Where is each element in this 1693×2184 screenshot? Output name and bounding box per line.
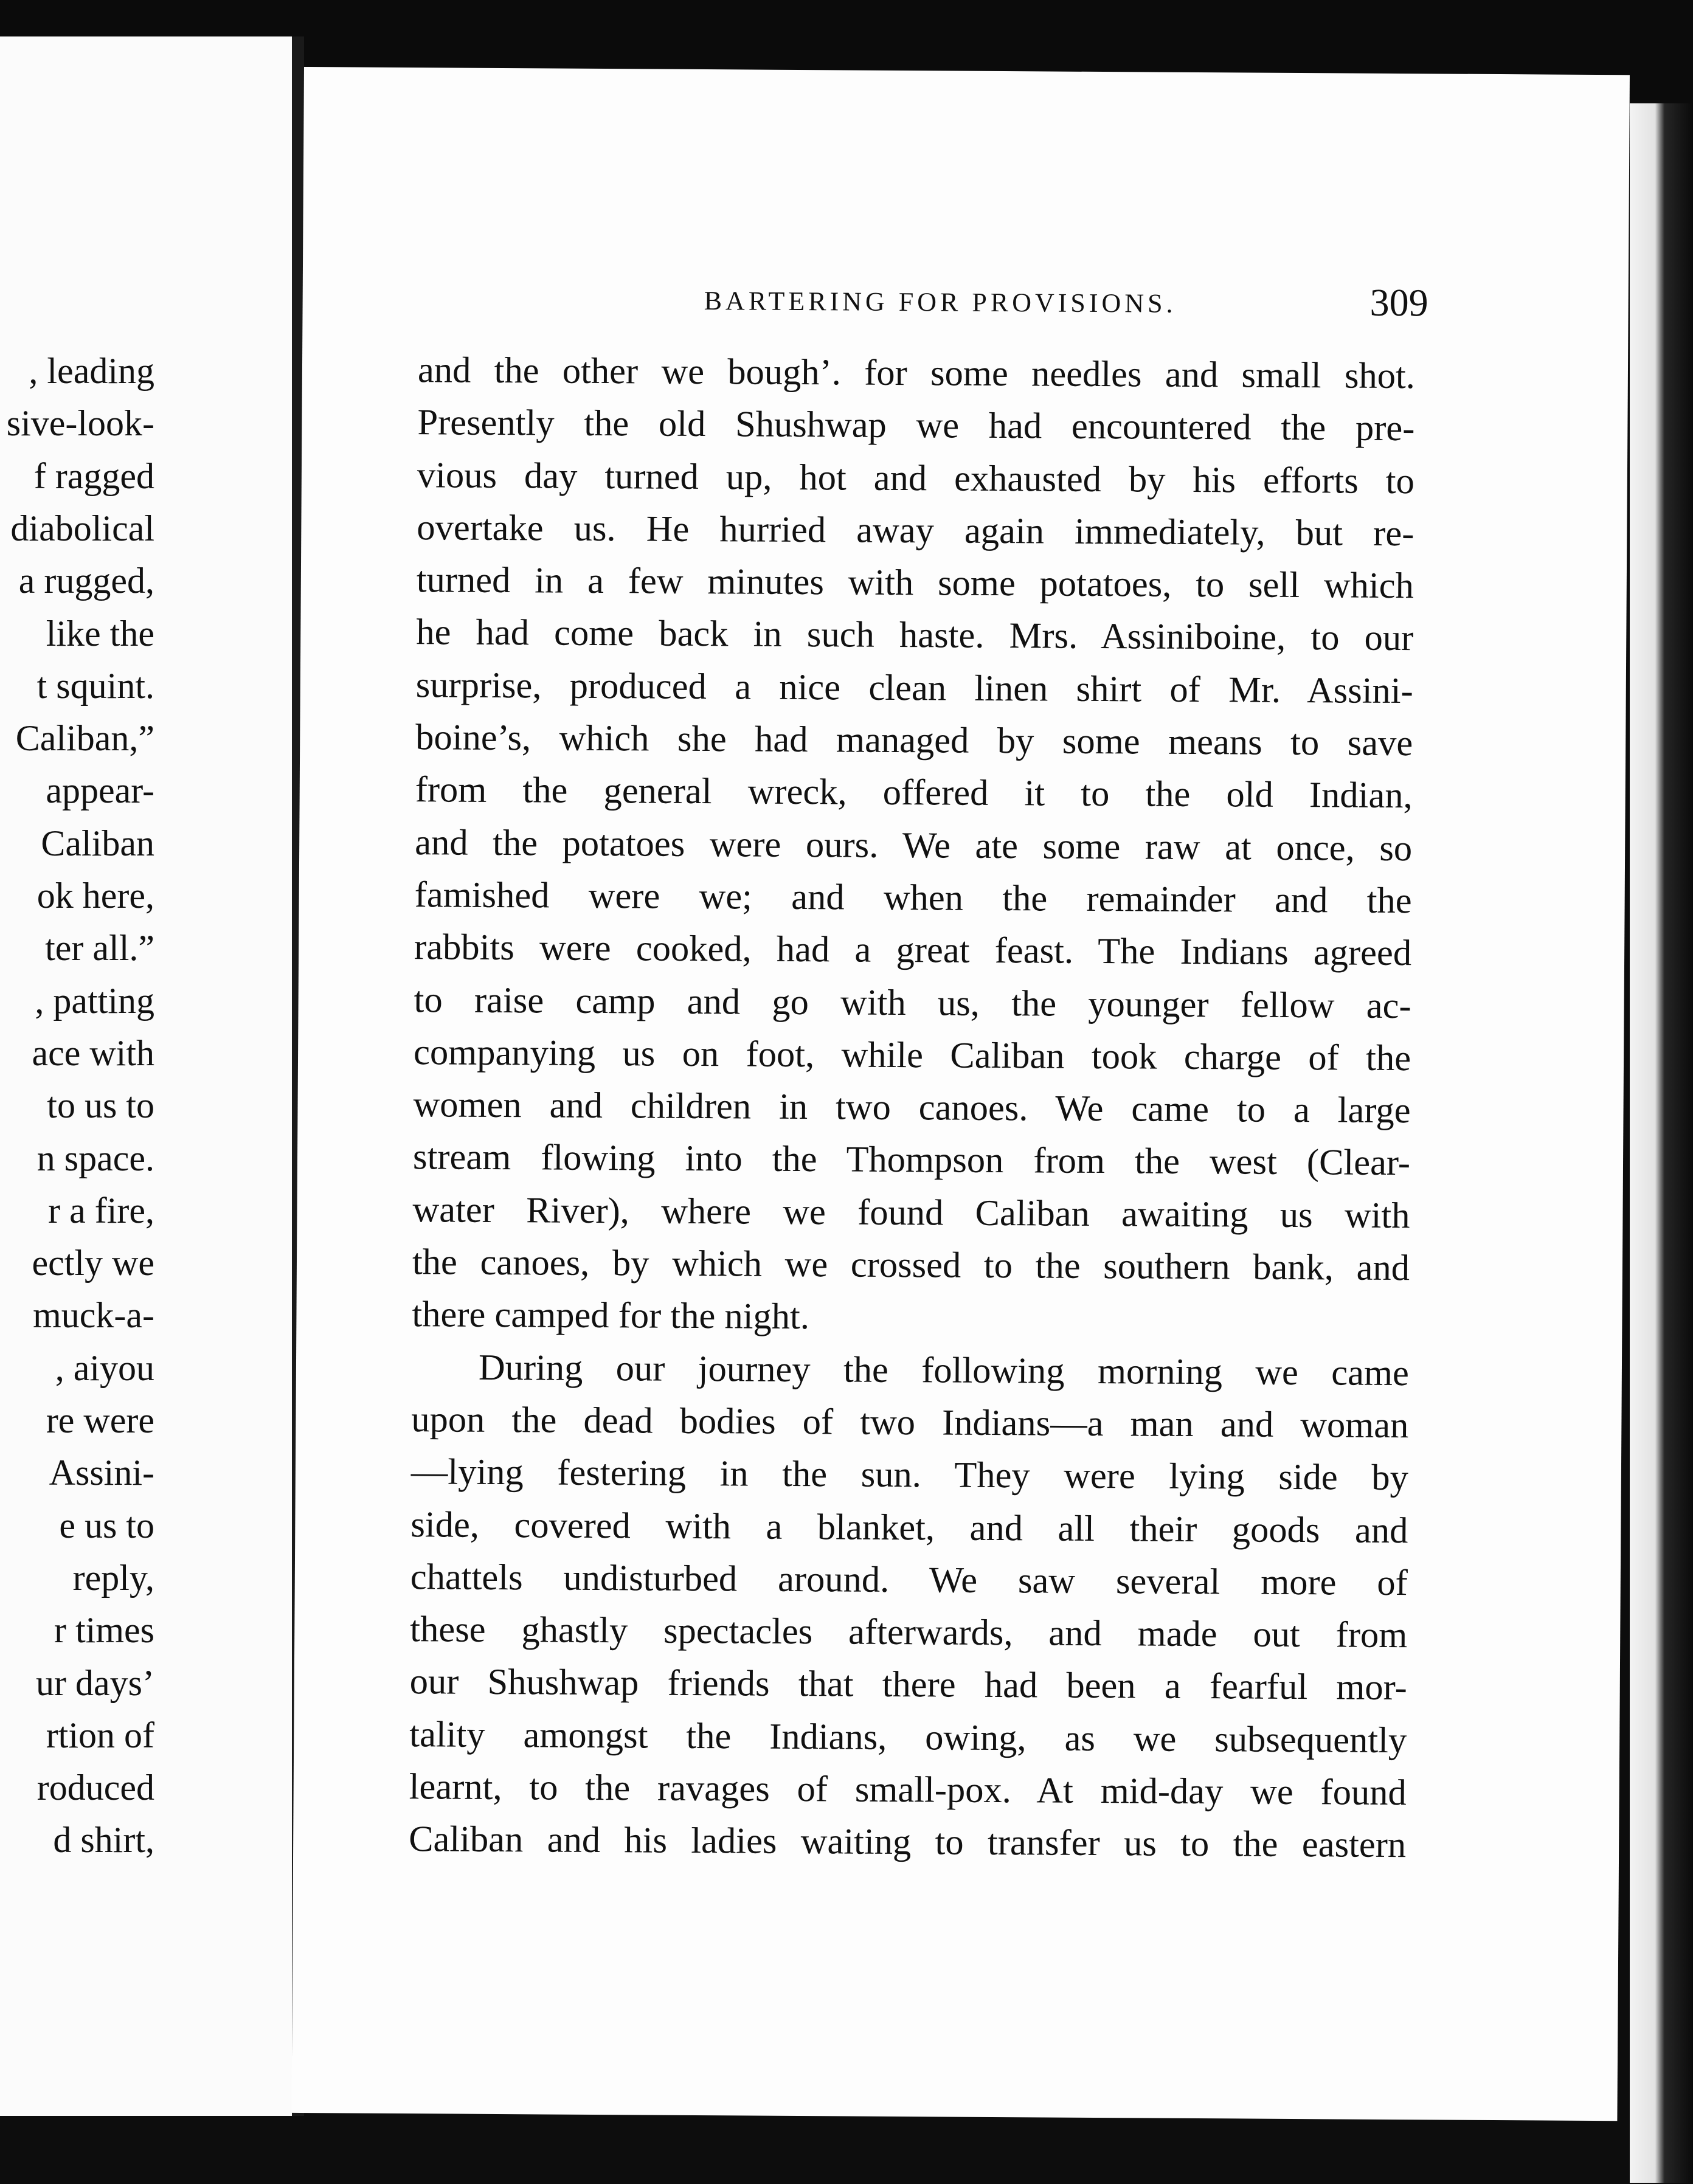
text-line: these ghastly spectacles afterwards, and made out from (410, 1609, 1408, 1656)
text-line: Presently the old Shushwap we had encountered the pre- (417, 402, 1415, 449)
text-line: boine’s, which she had managed by some means to save (415, 717, 1413, 764)
left-page (0, 36, 296, 2116)
text-line: —lying festering in the sun. They were lying side by (410, 1451, 1409, 1499)
left-page-line: Assini- (49, 1453, 154, 1493)
left-page-line: sive-look- (6, 403, 154, 444)
text-line: During our journey the following morning we came (478, 1347, 1410, 1394)
text-line: he had come back in such haste. Mrs. Assiniboine, to our (416, 612, 1414, 659)
text-line: companying us on foot, while Caliban took charge of the (413, 1031, 1411, 1079)
left-page-line: re were (46, 1400, 154, 1440)
text-line: surprise, produced a nice clean linen shirt of Mr. Assini- (415, 664, 1413, 711)
left-page-line: r times (54, 1610, 154, 1651)
left-page-line: rtion of (46, 1715, 154, 1755)
text-line: overtake us. He hurried away again immediately, but re- (417, 507, 1414, 555)
text-line: and the potatoes were ours. We ate some raw at once, so (415, 821, 1413, 869)
text-line: vious day turned up, hot and exhausted by his efforts to (417, 454, 1415, 502)
text-line: upon the dead bodies of two Indians—a man and woman (411, 1399, 1409, 1446)
left-page-line: ectly we (32, 1243, 154, 1284)
right-page (291, 67, 1630, 2121)
left-page-line: , aiyou (55, 1347, 154, 1388)
left-page-line: ur days’ (36, 1662, 154, 1703)
body-text (409, 344, 1415, 1872)
text-line: the canoes, by which we crossed to the southern bank, and (412, 1242, 1410, 1289)
left-page-line: , leading (29, 351, 154, 391)
left-page-line: ok here, (36, 876, 154, 916)
running-head: BARTERING FOR PROVISIONS. (704, 286, 1177, 319)
text-line: Caliban and his ladies waiting to transfer us to the eastern (408, 1819, 1407, 1866)
left-page-line: ace with (32, 1032, 154, 1073)
text-line: there camped for the night. (412, 1294, 810, 1338)
left-page-line: to us to (47, 1085, 154, 1126)
left-page-line: a rugged, (18, 561, 154, 601)
left-page-line: roduced (36, 1768, 154, 1808)
text-line: learnt, to the ravages of small-pox. At mid-day we found (409, 1766, 1407, 1814)
left-page-line: reply, (72, 1557, 154, 1598)
left-page-line: diabolical (10, 508, 154, 548)
page-number: 309 (1369, 280, 1428, 325)
text-line: to raise camp and go with us, the younger fellow ac- (414, 979, 1411, 1026)
left-page-line: n space. (36, 1138, 154, 1178)
text-line: turned in a few minutes with some potatoes, to sell which (416, 559, 1414, 607)
text-line: our Shushwap friends that there had been a fearful mor- (409, 1661, 1407, 1709)
left-page-line: like the (46, 613, 154, 654)
text-line: women and children in two canoes. We came to a large (413, 1084, 1411, 1132)
text-line: and the other we bough’. for some needles and small shot. (417, 350, 1416, 397)
left-page-line: d shirt, (53, 1820, 154, 1861)
left-page-line: ter all.” (45, 928, 154, 969)
left-page-line: t squint. (36, 665, 154, 706)
text-line: famished were we; and when the remainder and the (414, 874, 1412, 922)
page-edge (1630, 103, 1693, 2183)
left-page-line: r a fire, (48, 1190, 154, 1231)
text-line: tality amongst the Indians, owing, as we subsequently (409, 1713, 1407, 1761)
text-line: water River), where we found Caliban awaiting us with (412, 1189, 1410, 1236)
text-line: side, covered with a blanket, and all their goods and (410, 1504, 1408, 1551)
text-line: stream flowing into the Thompson from the west (Clear- (412, 1136, 1411, 1184)
left-page-line: e us to (59, 1505, 154, 1546)
left-page-line: Caliban,” (15, 718, 154, 759)
left-page-line: Caliban (41, 823, 154, 863)
left-page-line: f ragged (33, 455, 154, 496)
text-line: rabbits were cooked, had a great feast. The Indians agreed (414, 927, 1412, 974)
text-line: from the general wreck, offered it to the old Indian, (415, 769, 1413, 817)
text-line: chattels undisturbed around. We saw several more of (410, 1556, 1408, 1603)
left-page-line: muck-a- (33, 1295, 154, 1336)
left-page-line: , patting (35, 980, 154, 1021)
paragraph (412, 344, 1415, 1347)
left-page-line: appear- (46, 770, 154, 811)
paragraph (409, 1341, 1409, 1872)
